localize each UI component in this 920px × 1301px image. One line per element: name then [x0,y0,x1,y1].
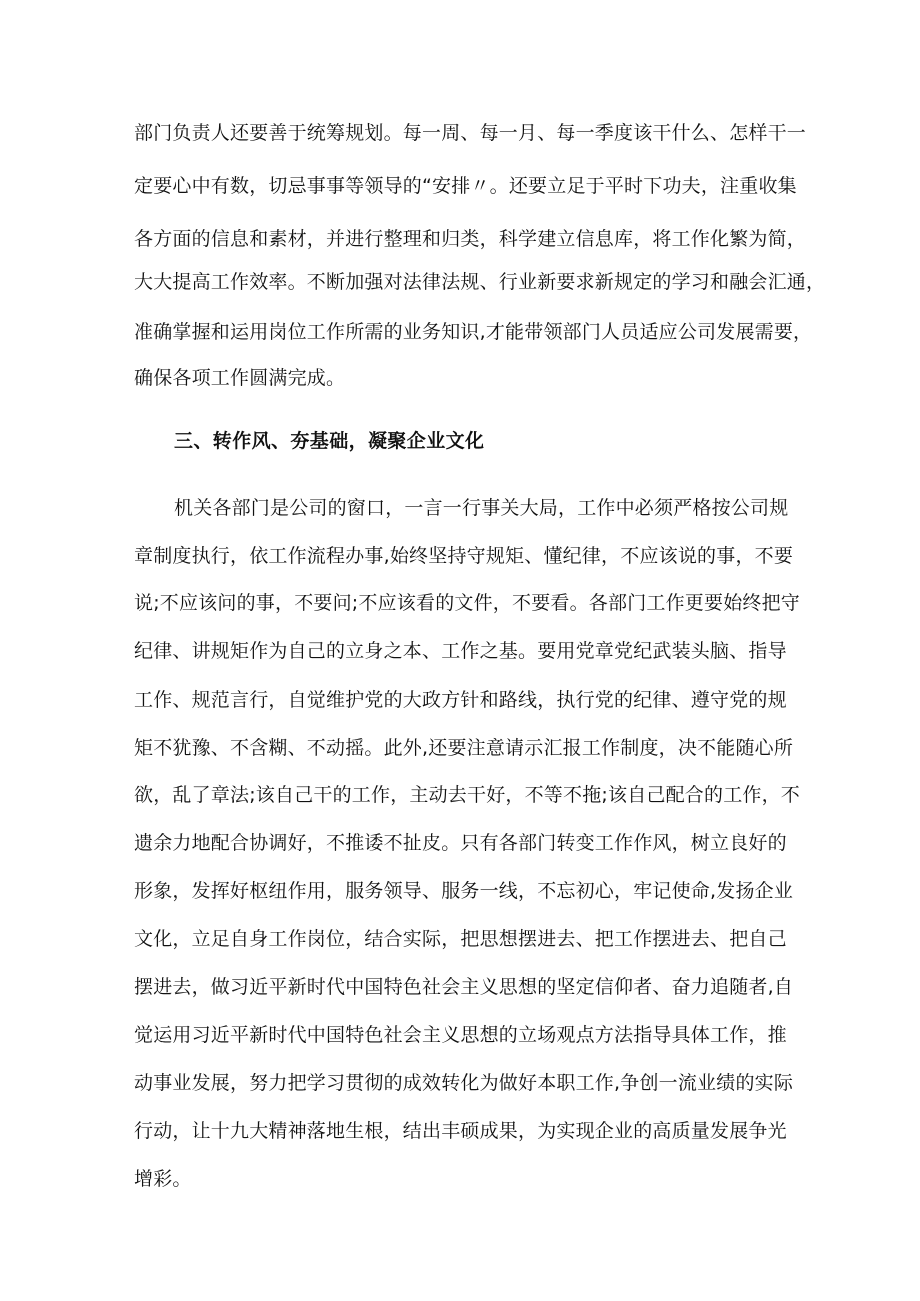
paragraph-1-line: 各方面的信息和素材，并进行整理和归类，科学建立信息库，将工作化繁为简， [134,228,807,250]
paragraph-2-line: 章制度执行，依工作流程办事,始终坚持守规矩、懂纪律，不应该说的事，不要 [134,545,794,567]
paragraph-2-line: 动事业发展，努力把学习贯彻的成效转化为做好本职工作,争创一流业绩的实际 [134,1072,794,1094]
paragraph-2-line: 文化，立足自身工作岗位，结合实际，把思想摆进去、把工作摆进去、把自己 [134,928,787,950]
paragraph-2-line: 欲，乱了章法;该自己干的工作，主动去干好，不等不拖;该自己配合的工作，不 [134,784,801,806]
paragraph-1-line: 确保各项工作圆满完成。 [134,367,346,389]
paragraph-2-line: 摆进去，做习近平新时代中国特色社会主义思想的坚定信仰者、奋力追随者,自 [134,976,794,998]
paragraph-2-line: 增彩。 [134,1168,192,1190]
paragraph-1-line: 大大提高工作效率。不断加强对法律法规、行业新要求新规定的学习和融会汇通， [134,271,826,293]
paragraph-2-line: 工作、规范言行，自觉维护党的大政方针和路线，执行党的纪律、遵守党的规 [134,689,787,711]
paragraph-1-line: 部门负责人还要善于统筹规划。每一周、每一月、每一季度该干什么、怎样干一 [134,122,807,144]
section-heading: 三、转作风、夯基础，凝聚企业文化 [174,430,485,452]
paragraph-2-line: 行动，让十九大精神落地生根，结出丰硕成果，为实现企业的高质量发展争光 [134,1120,787,1142]
paragraph-2-line: 矩不犹豫、不含糊、不动摇。此外,还要注意请示汇报工作制度，决不能随心所 [134,737,794,759]
paragraph-2-line: 机关各部门是公司的窗口，一言一行事关大局，工作中必须严格按公司规 [174,497,789,519]
paragraph-2-line: 形象，发挥好枢纽作用，服务领导、服务一线，不忘初心，牢记使命,发扬企业 [134,880,794,902]
paragraph-2-line: 遗余力地配合协调好，不推诿不扯皮。只有各部门转变工作作风，树立良好的 [134,832,787,854]
paragraph-2-line: 觉运用习近平新时代中国特色社会主义思想的立场观点方法指导具体工作，推 [134,1024,787,1046]
paragraph-1-line: 定要心中有数，切忌事事等领导的“安排〃。还要立足于平时下功夫，注重收集 [134,175,797,197]
paragraph-2-line: 说;不应该问的事，不要问;不应该看的文件，不要看。各部门工作更要始终把守 [134,592,801,614]
paragraph-2-line: 纪律、讲规矩作为自己的立身之本、工作之基。要用党章党纪武装头脑、指导 [134,640,787,662]
paragraph-1-line: 准确掌握和运用岗位工作所需的业务知识,才能带领部门人员适应公司发展需要， [134,321,813,343]
